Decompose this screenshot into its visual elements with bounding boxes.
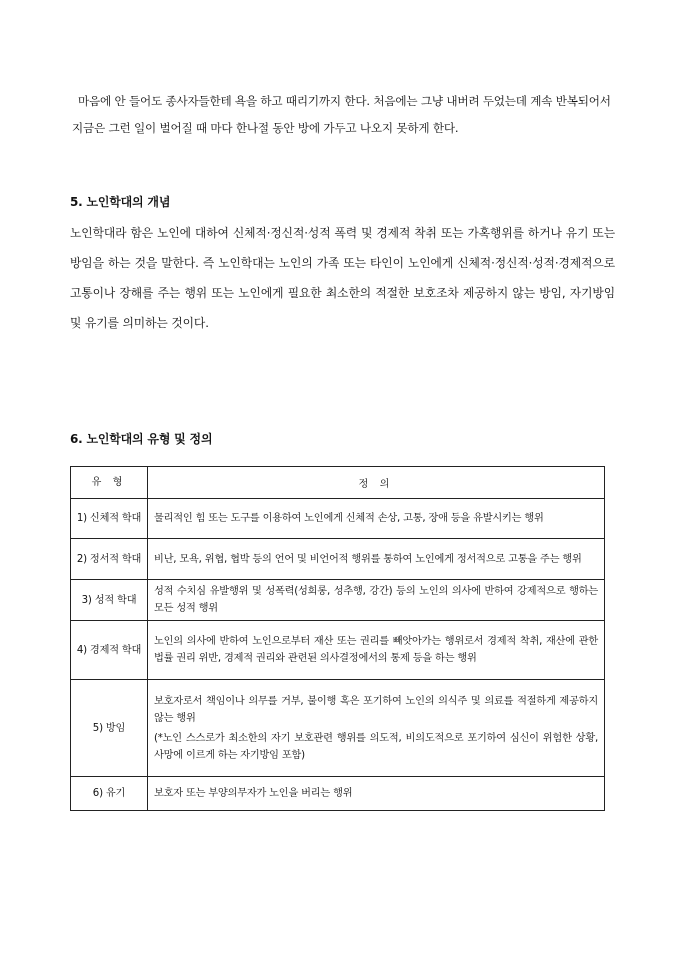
intro-text: 마음에 안 들어도 종사자들한테 욕을 하고 때리기까지 한다. 처음에는 그냥 내버려 두었는데 계속 반복되어서 지금은 그런 일이 벌어질 때 마다 한나절 동안 방에 가두고 나오지 못하게 한다. xyxy=(72,94,611,135)
definition-cell xyxy=(148,777,605,811)
intro-paragraph xyxy=(72,88,612,142)
definition-text: 보호자 또는 부양의무자가 노인을 버리는 행위 xyxy=(154,788,353,799)
type-cell: 5) 방임 xyxy=(71,680,148,777)
type-cell: 3) 성적 학대 xyxy=(71,580,148,621)
section-5-title: 5. 노인학대의 개념 xyxy=(70,195,171,209)
definition-cell xyxy=(148,580,605,621)
header-type: 유 형 xyxy=(71,467,148,499)
definition-cell xyxy=(148,539,605,580)
section-5-body xyxy=(70,218,615,338)
table-row xyxy=(71,499,605,539)
table-row xyxy=(71,680,605,777)
section-5-text: 노인학대라 함은 노인에 대하여 신체적·정신적·성적 폭력 및 경제적 착취 또는 가혹행위를 하거나 유기 또는 방임을 하는 것을 말한다. 즉 노인학대는 노인의 가족 또는 타인이 노인에게 신체적·정신적·성적·경제적으로 고통이나 장해를 주는 행위 또는 노인에게 필요한 최소한의 적절한 보호조차 제공하지 않는 방임, 자기방임 및 유기를 의미하는 것이다. xyxy=(70,226,615,330)
definition-text: 물리적인 힘 또는 도구를 이용하여 노인에게 신체적 손상, 고통, 장애 등을 유발시키는 행위 xyxy=(154,513,544,524)
header-definition: 정 의 xyxy=(148,467,605,499)
section-6-title: 6. 노인학대의 유형 및 정의 xyxy=(70,432,213,446)
definition-text: 노인의 의사에 반하여 노인으로부터 재산 또는 권리를 빼앗아가는 행위로서 경제적 착취, 재산에 관한 법률 권리 위반, 경제적 권리와 관련된 의사결정에서의 통제 등을 하는 행위 xyxy=(154,636,598,664)
table-row xyxy=(71,580,605,621)
definition-text: 성적 수치심 유발행위 및 성폭력(성희롱, 성추행, 강간) 등의 노인의 의사에 반하여 강제적으로 행하는 모든 성적 행위 xyxy=(154,586,598,614)
definition-text: 보호자로서 책임이나 의무를 거부, 불이행 혹은 포기하여 노인의 의식주 및 의료를 적절하게 제공하지 않는 행위 xyxy=(154,695,598,724)
definition-cell xyxy=(148,680,605,777)
definition-text: 비난, 모욕, 위협, 협박 등의 언어 및 비언어적 행위를 통하여 노인에게 정서적으로 고통을 주는 행위 xyxy=(154,553,582,565)
table-row xyxy=(71,539,605,580)
definition-cell xyxy=(148,621,605,680)
type-cell: 4) 경제적 학대 xyxy=(71,621,148,680)
table-row xyxy=(71,777,605,811)
definition-cell xyxy=(148,499,605,539)
abuse-types-table xyxy=(70,466,605,811)
type-cell: 1) 신체적 학대 xyxy=(71,499,148,539)
definition-note: (*노인 스스로가 최소한의 자기 보호관련 행위를 의도적, 비의도적으로 포기하여 심신이 위험한 상황, 사망에 이르게 하는 자기방임 포함) xyxy=(154,732,598,761)
type-cell: 2) 정서적 학대 xyxy=(71,539,148,580)
type-cell: 6) 유기 xyxy=(71,777,148,811)
table-row xyxy=(71,621,605,680)
table-header-row xyxy=(71,467,605,499)
